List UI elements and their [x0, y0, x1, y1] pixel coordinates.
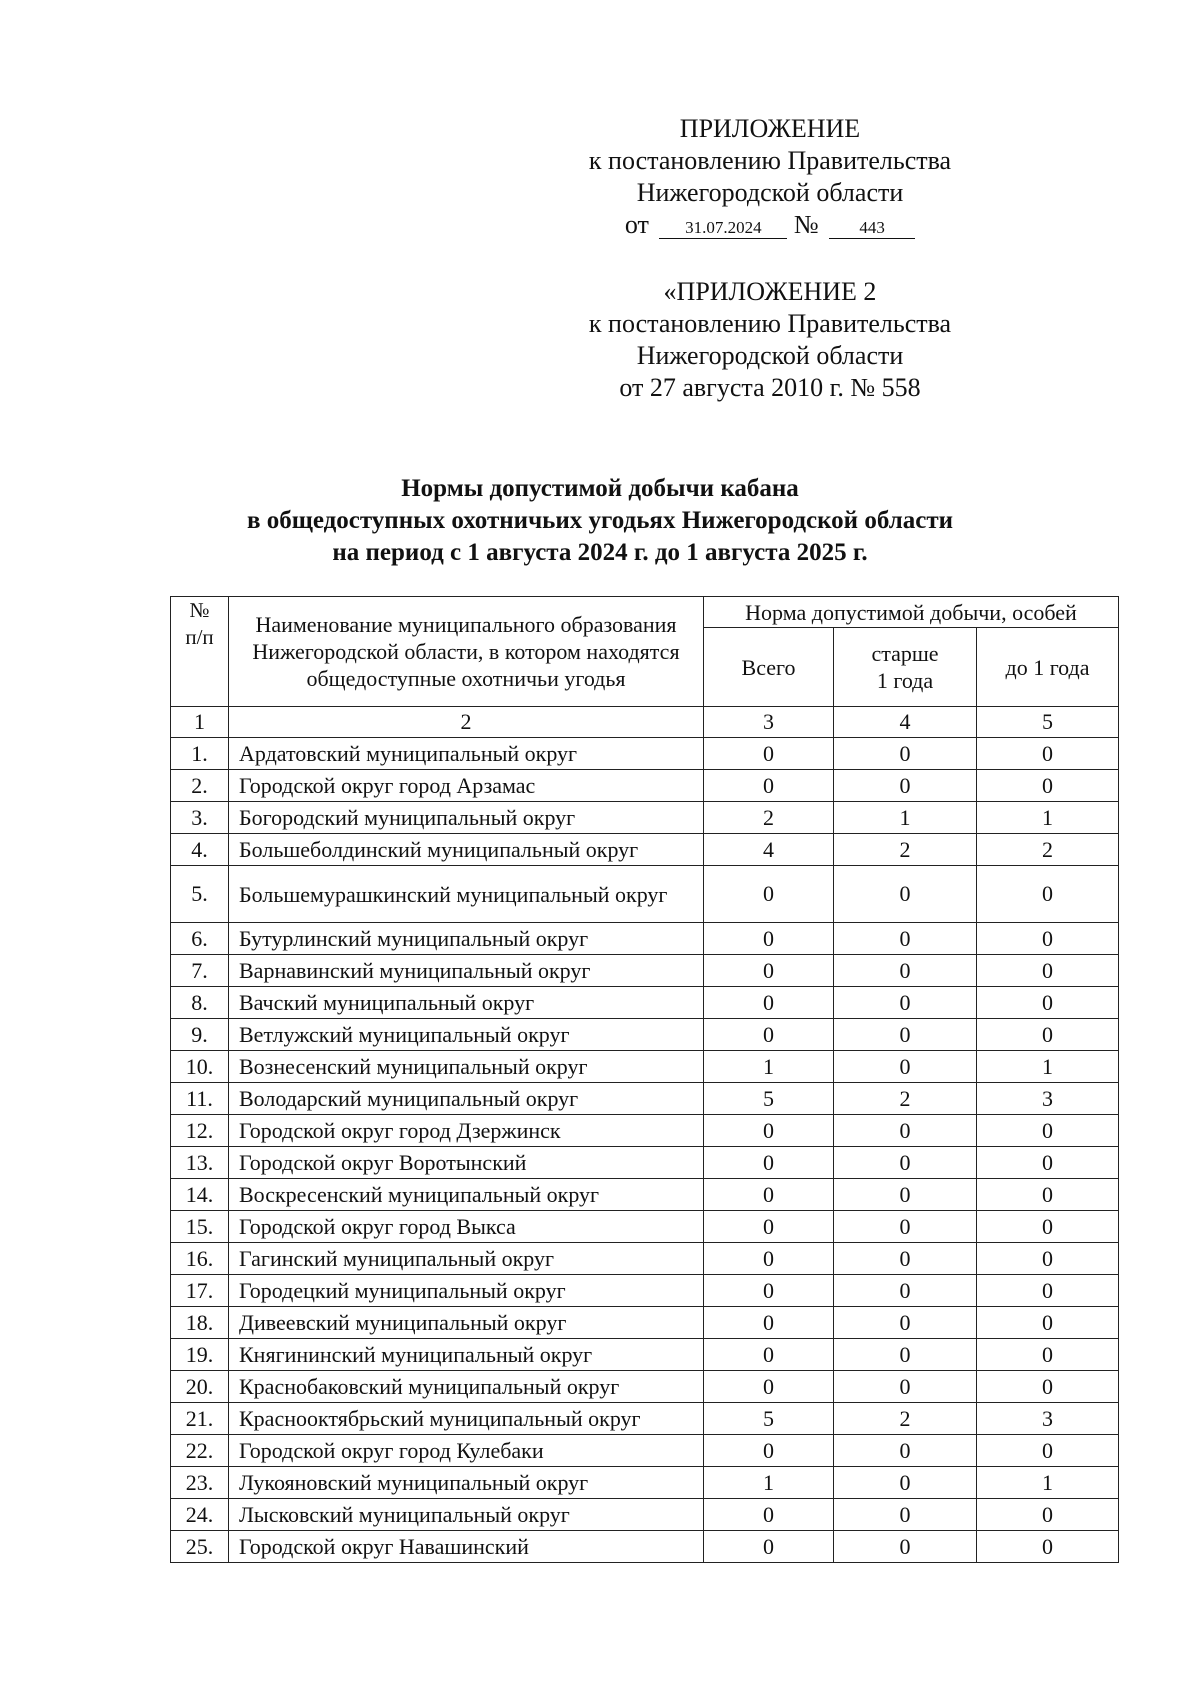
row-total: 0 — [704, 1275, 834, 1307]
row-total: 0 — [704, 1179, 834, 1211]
row-total: 0 — [704, 923, 834, 955]
row-under: 0 — [977, 923, 1119, 955]
table-row — [171, 866, 1119, 923]
row-under: 0 — [977, 1307, 1119, 1339]
row-older: 0 — [834, 923, 977, 955]
row-number: 24. — [171, 1499, 229, 1531]
row-municipality: Ардатовский муниципальный округ — [229, 738, 704, 770]
header-older-line-2: 1 года — [876, 668, 934, 693]
row-under: 0 — [977, 955, 1119, 987]
header-older-line-1: старше — [871, 641, 939, 666]
row-older: 0 — [834, 955, 977, 987]
column-number: 1 — [171, 707, 229, 738]
row-total: 0 — [704, 955, 834, 987]
row-total: 1 — [704, 1051, 834, 1083]
row-under: 1 — [977, 1467, 1119, 1499]
row-number: 25. — [171, 1531, 229, 1563]
row-under: 0 — [977, 1499, 1119, 1531]
row-under: 0 — [977, 1243, 1119, 1275]
header-total: Всего — [704, 628, 834, 707]
row-total: 0 — [704, 987, 834, 1019]
row-total: 0 — [704, 1211, 834, 1243]
row-under: 0 — [977, 1211, 1119, 1243]
table-row — [171, 770, 1119, 802]
row-older: 0 — [834, 1243, 977, 1275]
appendix-block — [560, 113, 980, 241]
row-number: 3. — [171, 802, 229, 834]
row-number: 2. — [171, 770, 229, 802]
row-number: 15. — [171, 1211, 229, 1243]
row-older: 0 — [834, 1019, 977, 1051]
row-under: 2 — [977, 834, 1119, 866]
row-number: 12. — [171, 1115, 229, 1147]
row-total: 2 — [704, 802, 834, 834]
appendix-2-title: «ПРИЛОЖЕНИЕ 2 — [663, 277, 877, 306]
row-municipality: Лукояновский муниципальный округ — [229, 1467, 704, 1499]
row-total: 0 — [704, 1115, 834, 1147]
row-municipality: Володарский муниципальный округ — [229, 1083, 704, 1115]
resolution-date: 31.07.2024 — [659, 218, 787, 239]
row-municipality: Городской округ город Кулебаки — [229, 1435, 704, 1467]
row-older: 0 — [834, 1531, 977, 1563]
row-total: 0 — [704, 1371, 834, 1403]
column-numbers-row — [171, 707, 1119, 738]
row-municipality: Городской округ Навашинский — [229, 1531, 704, 1563]
header-under: до 1 года — [977, 628, 1119, 707]
row-older: 0 — [834, 1371, 977, 1403]
row-number: 10. — [171, 1051, 229, 1083]
appendix-2-line-3: Нижегородской области — [636, 341, 904, 370]
table-row — [171, 1499, 1119, 1531]
row-older: 0 — [834, 1499, 977, 1531]
row-municipality: Бутурлинский муниципальный округ — [229, 923, 704, 955]
row-municipality: Большеболдинский муниципальный округ — [229, 834, 704, 866]
row-under: 0 — [977, 1339, 1119, 1371]
row-number: 20. — [171, 1371, 229, 1403]
appendix-title: ПРИЛОЖЕНИЕ — [679, 114, 861, 143]
table-row — [171, 1371, 1119, 1403]
quota-table — [170, 596, 1119, 1563]
table-row — [171, 1211, 1119, 1243]
row-number: 16. — [171, 1243, 229, 1275]
header-number — [171, 597, 229, 707]
row-total: 0 — [704, 1147, 834, 1179]
row-municipality: Воскресенский муниципальный округ — [229, 1179, 704, 1211]
appendix-line-2: к постановлению Правительства — [588, 146, 952, 175]
row-under: 1 — [977, 802, 1119, 834]
row-older: 0 — [834, 1435, 977, 1467]
appendix-2-line-2: к постановлению Правительства — [588, 309, 952, 338]
table-row — [171, 1083, 1119, 1115]
row-municipality: Ветлужский муниципальный округ — [229, 1019, 704, 1051]
row-total: 0 — [704, 738, 834, 770]
table-row — [171, 923, 1119, 955]
row-total: 0 — [704, 770, 834, 802]
row-municipality: Богородский муниципальный округ — [229, 802, 704, 834]
row-older: 0 — [834, 738, 977, 770]
appendix-2-line-4: от 27 августа 2010 г. № 558 — [619, 373, 921, 402]
row-under: 0 — [977, 1019, 1119, 1051]
header-number-line-1: № — [189, 598, 210, 622]
row-number: 11. — [171, 1083, 229, 1115]
column-number: 2 — [229, 707, 704, 738]
row-municipality: Краснобаковский муниципальный округ — [229, 1371, 704, 1403]
row-number: 22. — [171, 1435, 229, 1467]
row-number: 4. — [171, 834, 229, 866]
table-row — [171, 1243, 1119, 1275]
row-older: 0 — [834, 770, 977, 802]
row-total: 5 — [704, 1403, 834, 1435]
row-total: 5 — [704, 1083, 834, 1115]
row-total: 0 — [704, 1307, 834, 1339]
row-older: 0 — [834, 1179, 977, 1211]
row-total: 0 — [704, 1531, 834, 1563]
row-under: 3 — [977, 1083, 1119, 1115]
row-older: 2 — [834, 1083, 977, 1115]
row-number: 1. — [171, 738, 229, 770]
row-number: 7. — [171, 955, 229, 987]
row-municipality: Варнавинский муниципальный округ — [229, 955, 704, 987]
table-row — [171, 1051, 1119, 1083]
row-under: 0 — [977, 987, 1119, 1019]
row-municipality: Городской округ город Арзамас — [229, 770, 704, 802]
table-row — [171, 1115, 1119, 1147]
row-number: 9. — [171, 1019, 229, 1051]
column-number: 4 — [834, 707, 977, 738]
from-label: от — [624, 210, 649, 239]
row-under: 0 — [977, 770, 1119, 802]
row-number: 23. — [171, 1467, 229, 1499]
row-number: 6. — [171, 923, 229, 955]
row-total: 4 — [704, 834, 834, 866]
row-municipality: Большемурашкинский муниципальный округ — [229, 866, 704, 923]
table-row — [171, 1531, 1119, 1563]
row-municipality: Лысковский муниципальный округ — [229, 1499, 704, 1531]
row-under: 0 — [977, 738, 1119, 770]
title-line-1: Нормы допустимой добычи кабана — [401, 475, 799, 502]
appendix-line-3: Нижегородской области — [636, 178, 904, 207]
table-row — [171, 1435, 1119, 1467]
resolution-number: 443 — [829, 218, 915, 239]
row-number: 17. — [171, 1275, 229, 1307]
table-row — [171, 1019, 1119, 1051]
title-line-2: в общедоступных охотничьих угодьях Нижегородской области — [246, 507, 954, 534]
appendix-2-block — [560, 276, 980, 404]
row-municipality: Городской округ город Дзержинск — [229, 1115, 704, 1147]
row-municipality: Городецкий муниципальный округ — [229, 1275, 704, 1307]
row-under: 0 — [977, 1275, 1119, 1307]
row-municipality: Вознесенский муниципальный округ — [229, 1051, 704, 1083]
table-row — [171, 1339, 1119, 1371]
row-total: 0 — [704, 866, 834, 923]
row-total: 1 — [704, 1467, 834, 1499]
table-row — [171, 834, 1119, 866]
row-under: 3 — [977, 1403, 1119, 1435]
header-older — [834, 628, 977, 707]
row-under: 0 — [977, 1147, 1119, 1179]
row-under: 0 — [977, 1531, 1119, 1563]
table-row — [171, 1467, 1119, 1499]
row-total: 0 — [704, 1019, 834, 1051]
row-older: 2 — [834, 834, 977, 866]
table-row — [171, 738, 1119, 770]
row-total: 0 — [704, 1435, 834, 1467]
table-row — [171, 1147, 1119, 1179]
row-municipality: Городской округ город Выкса — [229, 1211, 704, 1243]
row-number: 13. — [171, 1147, 229, 1179]
table-row — [171, 802, 1119, 834]
header-municipality: Наименование муниципального образования Нижегородской области, в котором находятся общедоступные охотничьи угодья — [229, 597, 704, 707]
header-number-line-2: п/п — [185, 625, 214, 649]
row-older: 0 — [834, 866, 977, 923]
row-older: 2 — [834, 1403, 977, 1435]
table-row — [171, 1275, 1119, 1307]
row-municipality: Краснооктябрьский муниципальный округ — [229, 1403, 704, 1435]
row-older: 0 — [834, 1339, 977, 1371]
number-label: № — [793, 210, 819, 239]
row-total: 0 — [704, 1499, 834, 1531]
row-municipality: Дивеевский муниципальный округ — [229, 1307, 704, 1339]
row-under: 0 — [977, 1115, 1119, 1147]
row-municipality: Городской округ Воротынский — [229, 1147, 704, 1179]
table-row — [171, 987, 1119, 1019]
row-total: 0 — [704, 1243, 834, 1275]
row-total: 0 — [704, 1339, 834, 1371]
row-under: 0 — [977, 866, 1119, 923]
row-older: 1 — [834, 802, 977, 834]
row-older: 0 — [834, 1211, 977, 1243]
row-municipality: Гагинский муниципальный округ — [229, 1243, 704, 1275]
table-row — [171, 1307, 1119, 1339]
table-body — [171, 738, 1119, 1563]
row-municipality: Вачский муниципальный округ — [229, 987, 704, 1019]
row-under: 0 — [977, 1371, 1119, 1403]
title-line-3: на период с 1 августа 2024 г. до 1 августа 2025 г. — [332, 539, 868, 566]
table-row — [171, 955, 1119, 987]
row-older: 0 — [834, 1051, 977, 1083]
appendix-date-line — [560, 209, 980, 241]
row-municipality: Княгининский муниципальный округ — [229, 1339, 704, 1371]
row-number: 19. — [171, 1339, 229, 1371]
column-number: 3 — [704, 707, 834, 738]
row-under: 0 — [977, 1179, 1119, 1211]
table-row — [171, 1179, 1119, 1211]
row-number: 5. — [171, 866, 229, 923]
row-under: 0 — [977, 1435, 1119, 1467]
row-older: 0 — [834, 1115, 977, 1147]
document-title — [0, 473, 1200, 569]
row-older: 0 — [834, 1467, 977, 1499]
row-older: 0 — [834, 1275, 977, 1307]
table-row — [171, 1403, 1119, 1435]
row-number: 18. — [171, 1307, 229, 1339]
header-norm: Норма допустимой добычи, особей — [704, 597, 1119, 628]
row-older: 0 — [834, 1147, 977, 1179]
row-number: 21. — [171, 1403, 229, 1435]
row-older: 0 — [834, 987, 977, 1019]
row-under: 1 — [977, 1051, 1119, 1083]
row-number: 14. — [171, 1179, 229, 1211]
column-number: 5 — [977, 707, 1119, 738]
row-number: 8. — [171, 987, 229, 1019]
row-older: 0 — [834, 1307, 977, 1339]
